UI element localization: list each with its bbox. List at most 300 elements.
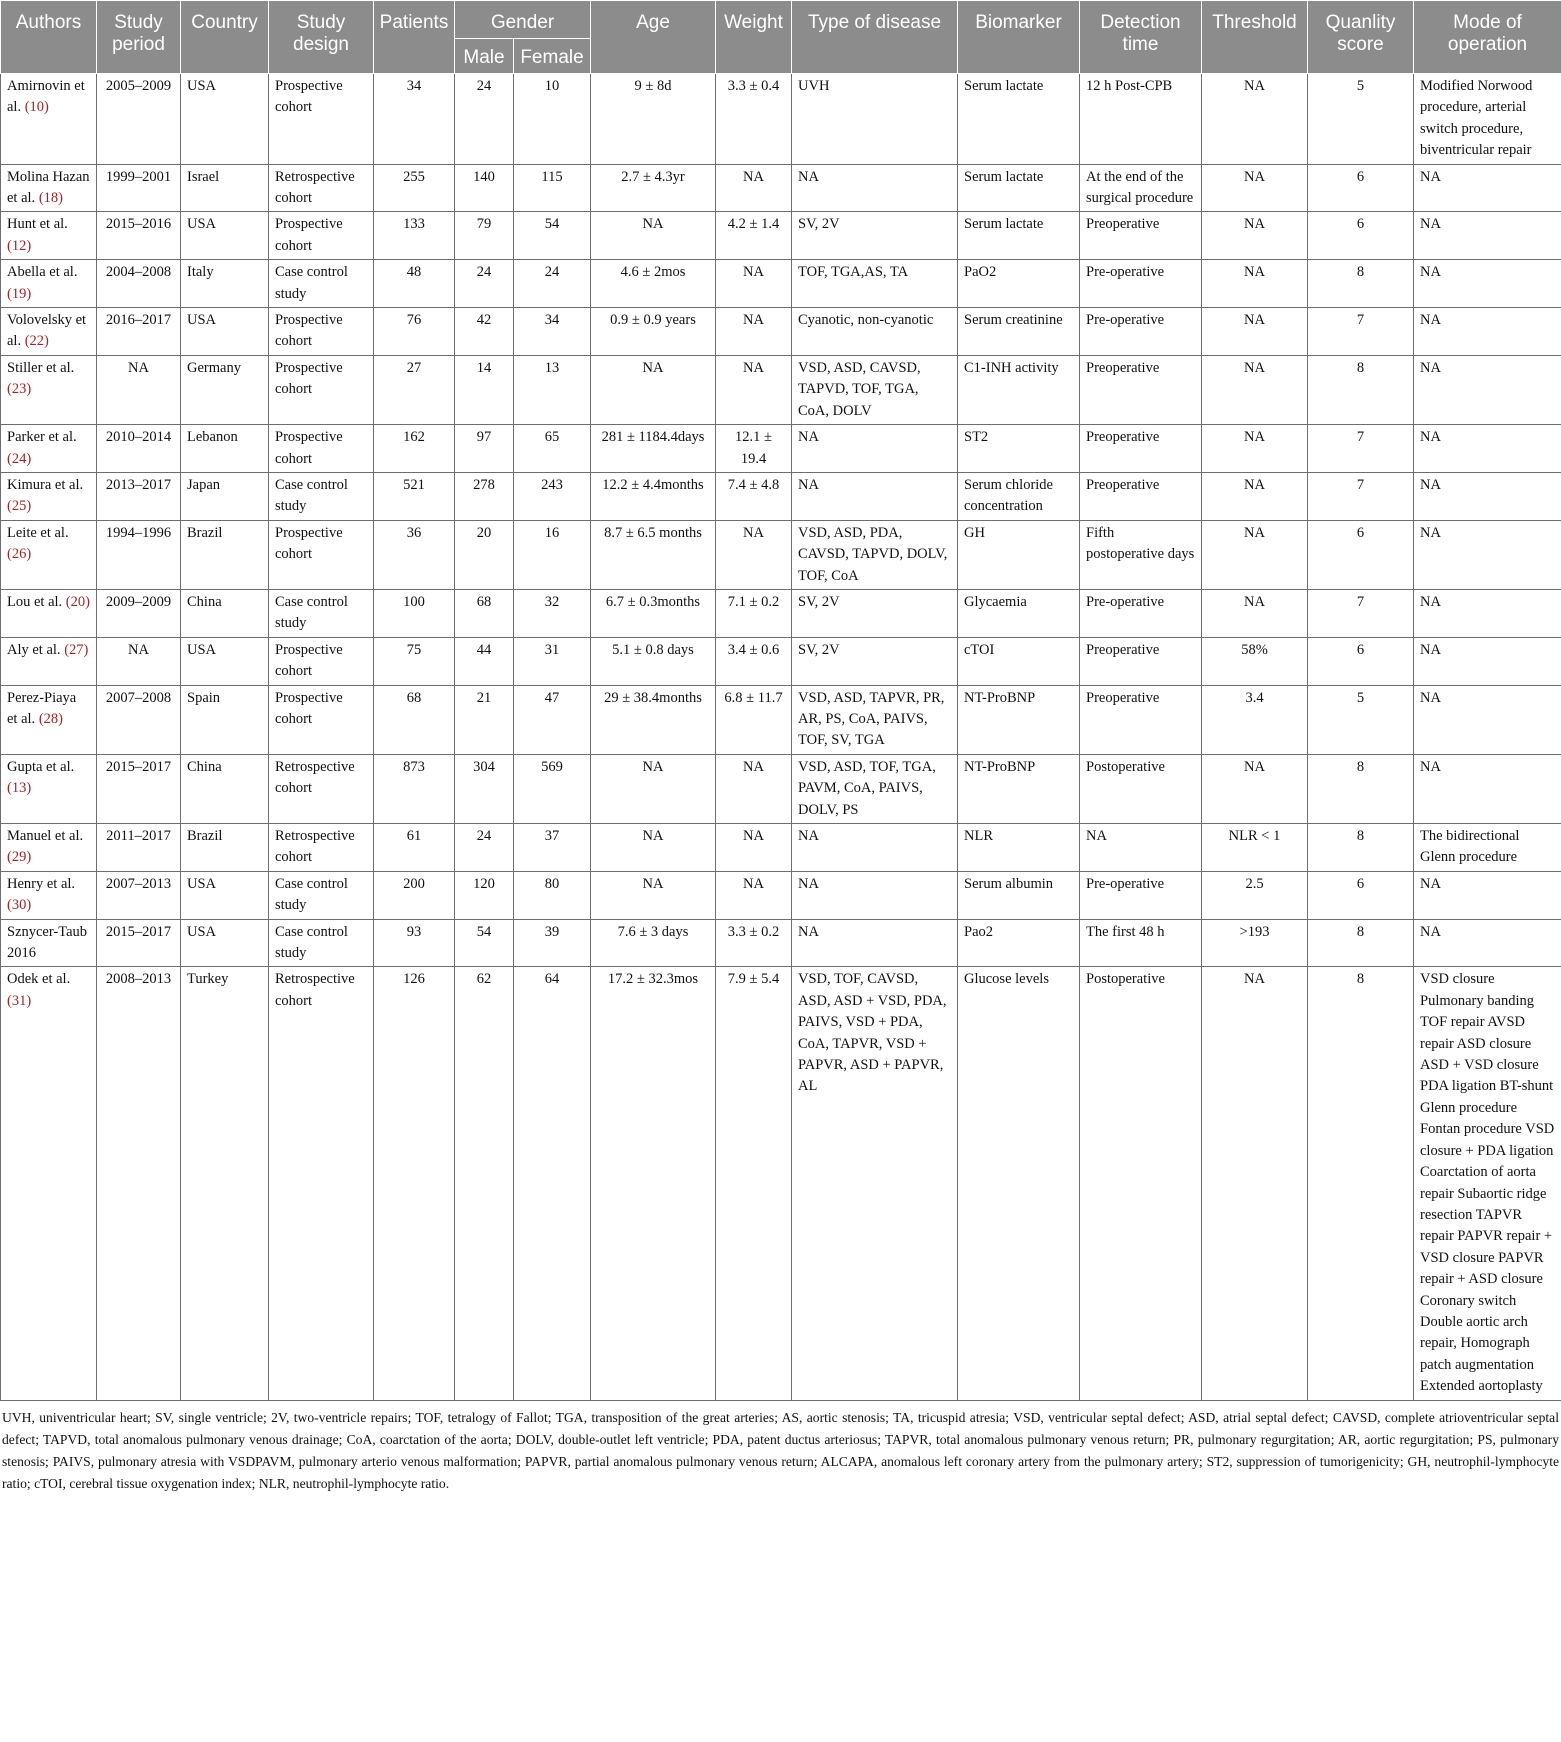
cell-female: 65 [514,425,591,473]
cell-study-period: 2007–2013 [97,871,181,919]
cell-quality-score: 6 [1308,212,1414,260]
cell-threshold: NA [1202,74,1308,165]
cell-female: 243 [514,472,591,520]
cell-male: 54 [455,919,514,967]
cell-threshold: NA [1202,754,1308,823]
cell-patients: 873 [374,754,455,823]
reference-link[interactable]: (24) [7,450,32,467]
cell-female: 80 [514,871,591,919]
cell-country: Spain [181,685,269,754]
reference-link[interactable]: (19) [7,285,32,302]
cell-patients: 48 [374,260,455,308]
cell-male: 62 [455,967,514,1400]
cell-type-of-disease: TOF, TGA,AS, TA [792,260,958,308]
cell-patients: 255 [374,164,455,212]
cell-author [1,164,97,212]
author-name: Odek et al. [7,971,71,988]
cell-study-period: NA [97,637,181,685]
cell-study-period: 2015–2017 [97,754,181,823]
cell-weight: NA [716,871,792,919]
cell-study-period: 2010–2014 [97,425,181,473]
reference-link[interactable]: (12) [7,237,32,254]
cell-type-of-disease: SV, 2V [792,589,958,637]
cell-quality-score: 8 [1308,919,1414,967]
cell-biomarker: Serum lactate [958,74,1080,165]
cell-female: 569 [514,754,591,823]
cell-male: 24 [455,74,514,165]
cell-type-of-disease: VSD, ASD, TOF, TGA, PAVM, CoA, PAIVS, DOLV, PS [792,754,958,823]
cell-patients: 68 [374,685,455,754]
header-patients: Patients [374,1,455,74]
header-detection-time: Detection time [1080,1,1202,74]
cell-threshold: NA [1202,260,1308,308]
cell-threshold: 58% [1202,637,1308,685]
cell-mode-of-operation: NA [1414,637,1561,685]
cell-male: 97 [455,425,514,473]
cell-biomarker: Serum albumin [958,871,1080,919]
cell-threshold: NA [1202,308,1308,356]
cell-detection-time: 12 h Post-CPB [1080,74,1202,165]
cell-patients: 61 [374,824,455,872]
author-name: Leite et al. [7,524,69,541]
cell-weight: NA [716,164,792,212]
cell-biomarker: PaO2 [958,260,1080,308]
cell-biomarker: ST2 [958,425,1080,473]
cell-study-design: Prospective cohort [269,425,374,473]
author-name: Amirnovin et al. [7,78,85,116]
cell-quality-score: 7 [1308,308,1414,356]
cell-country: Brazil [181,824,269,872]
cell-female: 39 [514,919,591,967]
cell-age: 9 ± 8d [591,74,716,165]
cell-female: 54 [514,212,591,260]
reference-link[interactable]: (31) [7,992,32,1009]
cell-male: 42 [455,308,514,356]
cell-weight: 4.2 ± 1.4 [716,212,792,260]
cell-detection-time: NA [1080,824,1202,872]
cell-quality-score: 7 [1308,425,1414,473]
cell-quality-score: 8 [1308,260,1414,308]
author-name: Lou et al. [7,593,63,610]
cell-study-period: 1994–1996 [97,520,181,589]
cell-mode-of-operation: NA [1414,260,1561,308]
cell-detection-time: Fifth postoperative days [1080,520,1202,589]
header-female: Female [514,39,591,74]
cell-age: 6.7 ± 0.3months [591,589,716,637]
table-body [1,74,1561,1401]
cell-detection-time: Preoperative [1080,472,1202,520]
cell-biomarker: NT-ProBNP [958,754,1080,823]
cell-type-of-disease: Cyanotic, non-cyanotic [792,308,958,356]
cell-study-design: Prospective cohort [269,520,374,589]
table-row [1,520,1561,589]
cell-female: 47 [514,685,591,754]
cell-quality-score: 8 [1308,355,1414,424]
cell-age: NA [591,355,716,424]
cell-age: 5.1 ± 0.8 days [591,637,716,685]
cell-detection-time: Pre-operative [1080,260,1202,308]
reference-link[interactable]: (13) [7,780,32,797]
author-name: Parker et al. [7,429,77,446]
cell-male: 44 [455,637,514,685]
cell-author [1,472,97,520]
cell-quality-score: 7 [1308,589,1414,637]
cell-female: 32 [514,589,591,637]
cell-weight: NA [716,308,792,356]
cell-patients: 162 [374,425,455,473]
cell-male: 21 [455,685,514,754]
cell-country: USA [181,637,269,685]
cell-weight: 7.4 ± 4.8 [716,472,792,520]
cell-mode-of-operation: NA [1414,754,1561,823]
cell-author [1,212,97,260]
cell-weight: 3.4 ± 0.6 [716,637,792,685]
reference-link[interactable]: (25) [7,498,32,515]
cell-mode-of-operation: NA [1414,589,1561,637]
cell-detection-time: At the end of the surgical procedure [1080,164,1202,212]
table-row [1,871,1561,919]
author-name: Volovelsky et al. [7,312,87,350]
reference-link[interactable]: (26) [7,546,32,563]
cell-biomarker: Serum chloride concentration [958,472,1080,520]
cell-study-period: 2007–2008 [97,685,181,754]
cell-age: NA [591,212,716,260]
table-footnote: UVH, univentricular heart; SV, single ventricle; 2V, two-ventricle repairs; TOF, tetralogy of Fallot; TGA, transposition of the great arteries; AS, aortic stenosis; TA, tricuspid atresia; VSD, ventricular septal defect; ASD, atrial septal defect; CAVSD, complete atrioventricular septal defect; TAPVD, total anomalous pulmonary venous drainage; CoA, coarctation of the aorta; DOLV, double-outlet left ventricle; PDA, patent ductus arteriosus; TAPVR, total anomalous pulmonary venous return; PR, pulmonary regurgitation; AR, aortic regurgitation; PS, pulmonary stenosis; PAIVS, pulmonary atresia with VSDPAVM, pulmonary arterio venous malformation; PAPVR, partial anomalous pulmonary venous return; ALCAPA, anomalous left coronary artery from the pulmonary artery; ST2, suppression of tumorigenicity; GH, neutrophil-lymphocyte ratio; cTOI, cerebral tissue oxygenation index; NLR, neutrophil-lymphocyte ratio. [2,1409,1559,1491]
header-quality-score: Quanlity score [1308,1,1414,74]
reference-link[interactable]: (20) [65,593,90,610]
cell-male: 20 [455,520,514,589]
cell-type-of-disease: SV, 2V [792,637,958,685]
cell-weight: 12.1 ± 19.4 [716,425,792,473]
cell-study-design: Case control study [269,589,374,637]
cell-study-design: Retrospective cohort [269,754,374,823]
cell-author [1,824,97,872]
cell-country: USA [181,74,269,165]
table-row [1,260,1561,308]
cell-biomarker: Pao2 [958,919,1080,967]
cell-country: USA [181,212,269,260]
cell-patients: 200 [374,871,455,919]
cell-type-of-disease: VSD, ASD, PDA, CAVSD, TAPVD, DOLV, TOF, CoA [792,520,958,589]
header-study-period: Study period [97,1,181,74]
cell-author [1,308,97,356]
cell-country: USA [181,871,269,919]
cell-author [1,355,97,424]
cell-type-of-disease: NA [792,824,958,872]
author-name: Stiller et al. [7,359,75,376]
cell-male: 304 [455,754,514,823]
cell-quality-score: 5 [1308,74,1414,165]
cell-threshold: NA [1202,164,1308,212]
author-name: Manuel et al. [7,828,84,844]
table-row [1,824,1561,872]
cell-author [1,967,97,1400]
cell-study-period: 2016–2017 [97,308,181,356]
cell-study-design: Case control study [269,871,374,919]
reference-link[interactable]: (23) [7,381,32,398]
header-gender: Gender [455,1,591,39]
cell-patients: 100 [374,589,455,637]
author-name: Molina Hazan et al. [7,168,90,207]
table-header [1,1,1561,74]
cell-female: 24 [514,260,591,308]
cell-mode-of-operation: NA [1414,212,1561,260]
cell-biomarker: Serum lactate [958,164,1080,212]
reference-link[interactable]: (28) [38,710,63,727]
cell-male: 278 [455,472,514,520]
reference-link[interactable]: (30) [7,897,32,914]
cell-mode-of-operation: VSD closure Pulmonary banding TOF repair AVSD repair ASD closure ASD + VSD closure PDA ligation BT-shunt Glenn procedure Fontan procedure VSD closure + PDA ligation Coarctation of aorta repair Subaortic ridge resection TAPVR repair PAPVR repair + VSD closure PAPVR repair + ASD closure Coronary switch Double aortic arch repair, Homograph patch augmentation Extended aortoplasty [1414,967,1561,1400]
cell-biomarker: C1-INH activity [958,355,1080,424]
cell-quality-score: 5 [1308,685,1414,754]
author-name: Hunt et al. [7,216,68,233]
cell-study-design: Prospective cohort [269,74,374,165]
cell-threshold: NA [1202,355,1308,424]
header-type-of-disease: Type of disease [792,1,958,74]
author-name: Henry et al. [7,875,76,892]
table-row [1,355,1561,424]
cell-threshold: 2.5 [1202,871,1308,919]
reference-link[interactable]: (10) [24,99,49,116]
cell-female: 31 [514,637,591,685]
cell-age: 7.6 ± 3 days [591,919,716,967]
cell-age: 0.9 ± 0.9 years [591,308,716,356]
table-row [1,425,1561,473]
cell-study-period: 2009–2009 [97,589,181,637]
table-row [1,637,1561,685]
cell-detection-time: Pre-operative [1080,589,1202,637]
cell-study-design: Prospective cohort [269,685,374,754]
cell-female: 16 [514,520,591,589]
cell-female: 13 [514,355,591,424]
header-weight: Weight [716,1,792,74]
cell-biomarker: Glucose levels [958,967,1080,1400]
cell-quality-score: 6 [1308,637,1414,685]
cell-female: 34 [514,308,591,356]
cell-study-period: 2004–2008 [97,260,181,308]
cell-detection-time: The first 48 h [1080,919,1202,967]
cell-male: 140 [455,164,514,212]
cell-study-design: Prospective cohort [269,355,374,424]
cell-country: Germany [181,355,269,424]
header-mode-of-operation: Mode of operation [1414,1,1561,74]
cell-detection-time: Preoperative [1080,425,1202,473]
cell-type-of-disease: NA [792,164,958,212]
cell-age: 2.7 ± 4.3yr [591,164,716,212]
cell-male: 68 [455,589,514,637]
cell-type-of-disease: NA [792,919,958,967]
cell-study-design: Prospective cohort [269,212,374,260]
cell-author [1,685,97,754]
cell-weight: NA [716,754,792,823]
cell-study-design: Prospective cohort [269,637,374,685]
cell-study-period: 2011–2017 [97,824,181,872]
cell-age: 281 ± 1184.4days [591,425,716,473]
cell-patients: 75 [374,637,455,685]
cell-biomarker: Serum creatinine [958,308,1080,356]
cell-age: NA [591,824,716,872]
cell-quality-score: 8 [1308,967,1414,1400]
cell-study-period: 2015–2016 [97,212,181,260]
cell-age: 8.7 ± 6.5 months [591,520,716,589]
cell-patients: 93 [374,919,455,967]
cell-detection-time: Pre-operative [1080,308,1202,356]
cell-quality-score: 8 [1308,754,1414,823]
header-male: Male [455,39,514,74]
cell-biomarker: Glycaemia [958,589,1080,637]
cell-study-period: 2015–2017 [97,919,181,967]
cell-female: 37 [514,824,591,872]
table-row [1,308,1561,356]
cell-author [1,589,97,637]
cell-threshold: 3.4 [1202,685,1308,754]
header-threshold: Threshold [1202,1,1308,74]
author-name: Kimura et al. [7,476,84,493]
cell-mode-of-operation: NA [1414,308,1561,356]
cell-country: Italy [181,260,269,308]
cell-detection-time: Preoperative [1080,685,1202,754]
header-biomarker: Biomarker [958,1,1080,74]
cell-study-design: Retrospective cohort [269,164,374,212]
cell-country: Turkey [181,967,269,1400]
cell-age: 12.2 ± 4.4months [591,472,716,520]
cell-author [1,260,97,308]
reference-link[interactable]: (18) [38,190,63,207]
cell-detection-time: Postoperative [1080,967,1202,1400]
cell-country: USA [181,919,269,967]
cell-study-design: Case control study [269,919,374,967]
cell-female: 64 [514,967,591,1400]
cell-weight: NA [716,355,792,424]
cell-biomarker: NLR [958,824,1080,872]
cell-male: 24 [455,824,514,872]
cell-quality-score: 6 [1308,871,1414,919]
cell-detection-time: Preoperative [1080,355,1202,424]
cell-threshold: NA [1202,472,1308,520]
cell-author [1,74,97,165]
cell-detection-time: Preoperative [1080,212,1202,260]
cell-author [1,637,97,685]
cell-threshold: NA [1202,967,1308,1400]
cell-mode-of-operation: NA [1414,520,1561,589]
cell-mode-of-operation: NA [1414,685,1561,754]
cell-patients: 126 [374,967,455,1400]
cell-male: 14 [455,355,514,424]
cell-type-of-disease: VSD, ASD, CAVSD, TAPVD, TOF, TGA, CoA, DOLV [792,355,958,424]
cell-age: 4.6 ± 2mos [591,260,716,308]
cell-mode-of-operation: NA [1414,164,1561,212]
cell-study-design: Retrospective cohort [269,967,374,1400]
cell-threshold: NA [1202,425,1308,473]
cell-mode-of-operation: NA [1414,355,1561,424]
author-name: Sznycer-Taub 2016 [7,923,88,962]
author-name: Perez-Piaya et al. [7,689,77,727]
cell-study-period: 2005–2009 [97,74,181,165]
cell-country: Lebanon [181,425,269,473]
reference-link[interactable]: (29) [7,849,32,866]
cell-age: NA [591,871,716,919]
cell-male: 24 [455,260,514,308]
cell-country: Israel [181,164,269,212]
cell-patients: 27 [374,355,455,424]
author-name: Aly et al. [7,641,61,658]
table-row [1,685,1561,754]
cell-patients: 133 [374,212,455,260]
cell-male: 79 [455,212,514,260]
cell-country: China [181,754,269,823]
cell-age: NA [591,754,716,823]
cell-country: China [181,589,269,637]
cell-female: 115 [514,164,591,212]
cell-study-design: Prospective cohort [269,308,374,356]
cell-weight: NA [716,520,792,589]
cell-country: Brazil [181,520,269,589]
cell-author [1,871,97,919]
cell-mode-of-operation: NA [1414,871,1561,919]
cell-mode-of-operation: The bidirectional Glenn procedure [1414,824,1561,872]
cell-biomarker: Serum lactate [958,212,1080,260]
reference-link[interactable]: (22) [24,333,49,350]
cell-detection-time: Postoperative [1080,754,1202,823]
author-name: Gupta et al. [7,758,75,775]
reference-link[interactable]: (27) [64,641,89,658]
cell-age: 29 ± 38.4months [591,685,716,754]
cell-study-design: Case control study [269,472,374,520]
cell-type-of-disease: NA [792,425,958,473]
header-study-design: Study design [269,1,374,74]
cell-male: 120 [455,871,514,919]
cell-threshold: NA [1202,520,1308,589]
cell-mode-of-operation: NA [1414,919,1561,967]
cell-weight: 7.1 ± 0.2 [716,589,792,637]
cell-age: 17.2 ± 32.3mos [591,967,716,1400]
cell-type-of-disease: VSD, TOF, CAVSD, ASD, ASD + VSD, PDA, PAIVS, VSD + PDA, CoA, TAPVR, VSD + PAPVR, ASD + PAPVR, AL [792,967,958,1400]
cell-quality-score: 6 [1308,520,1414,589]
cell-weight: 3.3 ± 0.2 [716,919,792,967]
cell-patients: 36 [374,520,455,589]
cell-mode-of-operation: NA [1414,472,1561,520]
cell-biomarker: cTOI [958,637,1080,685]
cell-threshold: NA [1202,212,1308,260]
cell-weight: NA [716,260,792,308]
cell-quality-score: 8 [1308,824,1414,872]
cell-quality-score: 6 [1308,164,1414,212]
cell-biomarker: GH [958,520,1080,589]
table-row [1,919,1561,967]
cell-type-of-disease: NA [792,472,958,520]
cell-weight: 6.8 ± 11.7 [716,685,792,754]
table-row [1,754,1561,823]
header-country: Country [181,1,269,74]
cell-type-of-disease: SV, 2V [792,212,958,260]
header-authors: Authors [1,1,97,74]
cell-type-of-disease: UVH [792,74,958,165]
cell-patients: 521 [374,472,455,520]
author-name: Abella et al. [7,264,78,281]
table-row [1,589,1561,637]
cell-country: USA [181,308,269,356]
cell-patients: 34 [374,74,455,165]
cell-country: Japan [181,472,269,520]
table-row [1,164,1561,212]
table-row [1,967,1561,1400]
cell-type-of-disease: VSD, ASD, TAPVR, PR, AR, PS, CoA, PAIVS, TOF, SV, TGA [792,685,958,754]
cell-weight: 7.9 ± 5.4 [716,967,792,1400]
cell-detection-time: Pre-operative [1080,871,1202,919]
header-age: Age [591,1,716,74]
cell-type-of-disease: NA [792,871,958,919]
cell-author [1,425,97,473]
